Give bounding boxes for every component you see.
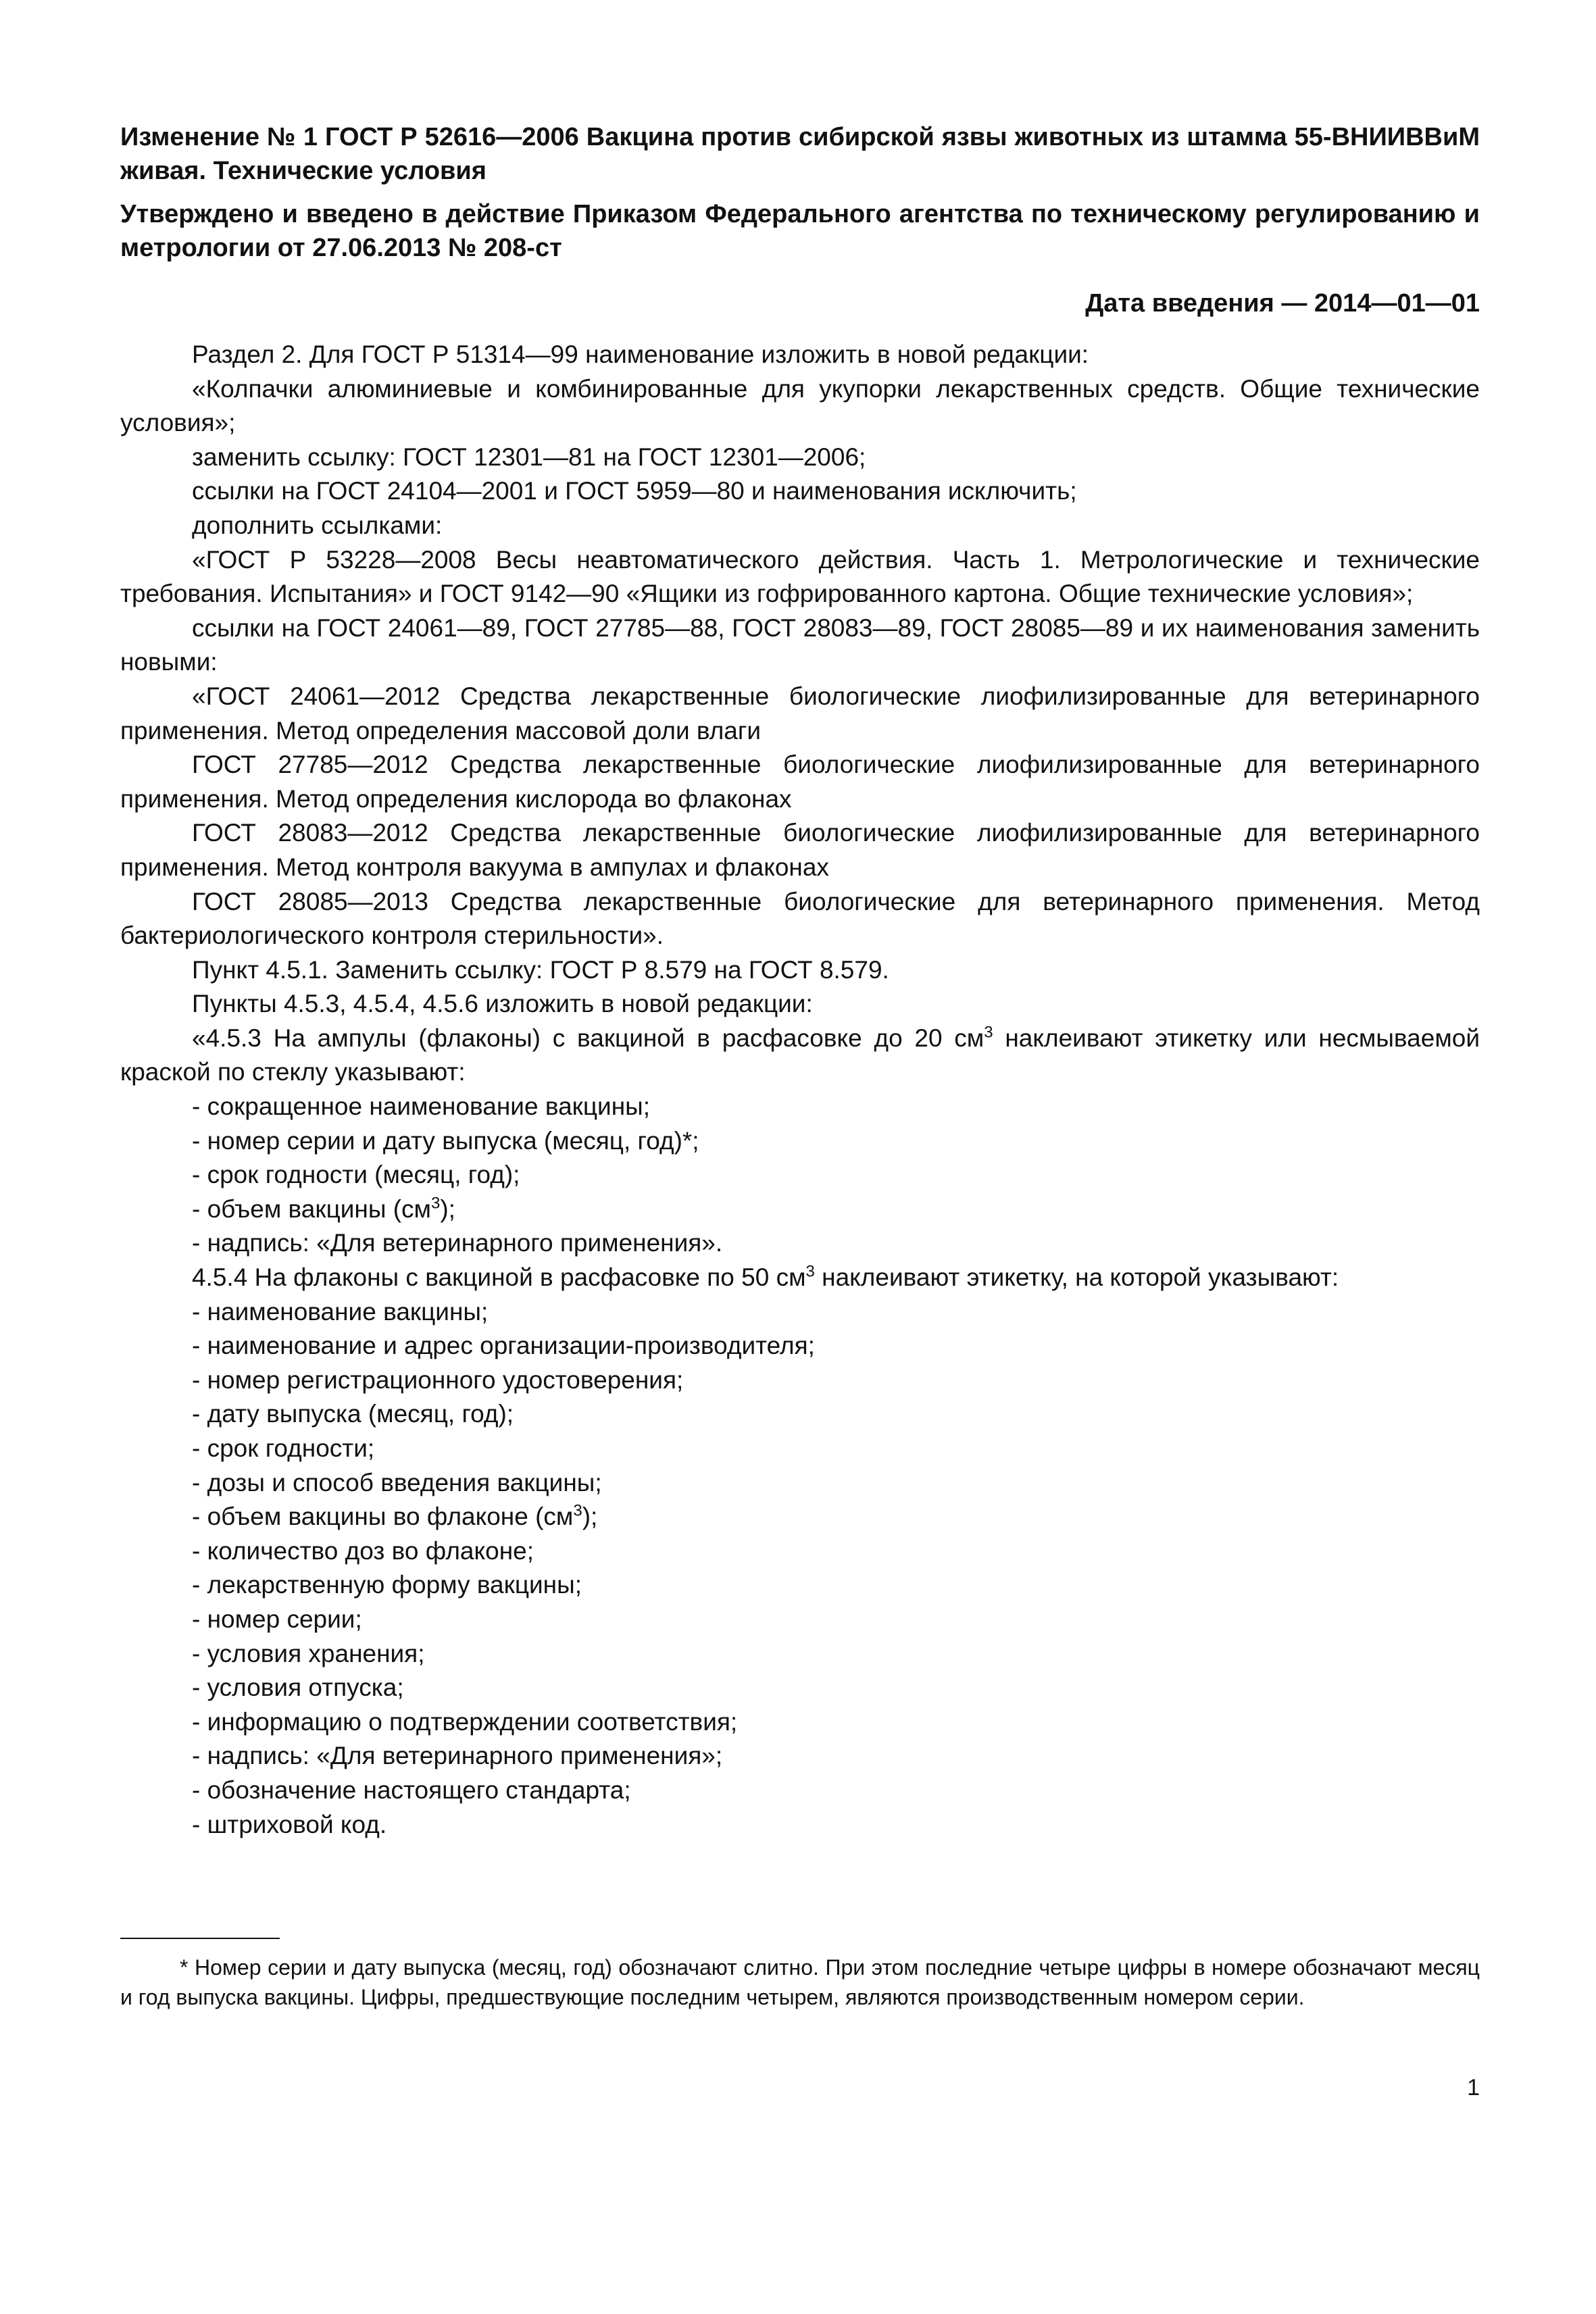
paragraph: ссылки на ГОСТ 24061—89, ГОСТ 27785—88, ГОСТ 28083—89, ГОСТ 28085—89 и их наименования заменить новыми: <box>120 613 1480 676</box>
list-item: - сокращенное наименование вакцины; <box>192 1092 650 1121</box>
list-item: - наименование вакцины; <box>192 1297 489 1326</box>
paragraph: заменить ссылку: ГОСТ 12301—81 на ГОСТ 12301—2006; <box>192 443 866 471</box>
paragraph: Пункт 4.5.1. Заменить ссылку: ГОСТ Р 8.579 на ГОСТ 8.579. <box>192 955 889 984</box>
paragraph: Пункты 4.5.3, 4.5.4, 4.5.6 изложить в новой редакции: <box>192 990 813 1018</box>
paragraph: «ГОСТ 24061—2012 Средства лекарственные биологические лиофилизированные для ветеринарного применения. Метод определения массовой доли влаги <box>120 682 1480 745</box>
list-item: - дату выпуска (месяц, год); <box>192 1400 514 1428</box>
paragraph: ГОСТ 28085—2013 Средства лекарственные биологические для ветеринарного применения. Метод бактериологического контроля стерильности». <box>120 887 1480 950</box>
approval-statement: Утверждено и введено в действие Приказом Федерального агентства по техническому регулированию и метрологии от 27.06.2013 № 208-ст <box>120 200 1480 262</box>
footnote-divider <box>120 1938 280 1939</box>
clause-4-5-4: 4.5.4 На флаконы с вакциной в расфасовке по 50 $см^3$ наклеивают этикетку, на которой указывают: <box>192 1262 1339 1292</box>
list-item: - надпись: «Для ветеринарного применения»; <box>192 1742 723 1770</box>
list-item: - надпись: «Для ветеринарного применения». <box>192 1229 723 1257</box>
list-item: - номер серии; <box>192 1605 362 1633</box>
footnote: * Номер серии и дату выпуска (месяц, год) обозначают слитно. При этом последние четыре цифры в номере обозначают месяц и год выпуска вакцины. Цифры, предшествующие последним четырем, являются производственным номером серии. <box>120 1955 1480 2009</box>
list-item: - дозы и способ введения вакцины; <box>192 1468 602 1496</box>
list-item: - объем вакцины во флаконе $(см^3)$; <box>192 1501 598 1531</box>
paragraph: ссылки на ГОСТ 24104—2001 и ГОСТ 5959—80 и наименования исключить; <box>192 477 1077 505</box>
document-body <box>120 338 1480 1842</box>
list-item: - номер серии и дату выпуска (месяц, год)*; <box>192 1126 699 1155</box>
amendment-title: Изменение № 1 ГОСТ Р 52616—2006 Вакцина против сибирской язвы животных из штамма 55-ВНИИВВиМ живая. Технические условия <box>120 123 1480 185</box>
page-number: 1 <box>1467 2075 1480 2101</box>
list-item: - количество доз во флаконе; <box>192 1536 534 1565</box>
paragraph: «Колпачки алюминиевые и комбинированные для укупорки лекарственных средств. Общие технические условия»; <box>120 374 1480 437</box>
list-item: - лекарственную форму вакцины; <box>192 1571 582 1599</box>
list-item: - обозначение настоящего стандарта; <box>192 1776 631 1804</box>
list-item: - условия отпуска; <box>192 1674 404 1702</box>
list-item: - наименование и адрес организации-производителя; <box>192 1332 815 1360</box>
paragraph: ГОСТ 27785—2012 Средства лекарственные биологические лиофилизированные для ветеринарного применения. Метод определения кислорода во флаконах <box>120 751 1480 813</box>
document-header <box>120 120 1480 320</box>
paragraph: Раздел 2. Для ГОСТ Р 51314—99 наименование изложить в новой редакции: <box>192 341 1089 368</box>
list-item: - условия хранения; <box>192 1639 425 1667</box>
list-item: - номер регистрационного удостоверения; <box>192 1365 684 1394</box>
paragraph: дополнить ссылками: <box>192 511 443 539</box>
clause-4-5-3: «4.5.3 На ампулы (флаконы) с вакциной в расфасовке до 20 $см^3$ наклеивают этикетку или несмываемой краской по стеклу указывают: <box>120 1023 1480 1086</box>
paragraph: ГОСТ 28083—2012 Средства лекарственные биологические лиофилизированные для ветеринарного применения. Метод контроля вакуума в ампулах и флаконах <box>120 819 1480 881</box>
list-item: - объем вакцины $(см^3)$; <box>192 1194 455 1223</box>
list-item: - штриховой код. <box>192 1810 387 1838</box>
list-item: - срок годности; <box>192 1434 375 1462</box>
paragraph: «ГОСТ Р 53228—2008 Весы неавтоматического действия. Часть 1. Метрологические и технические требования. Испытания» и ГОСТ 9142—90 «Ящики из гофрированного картона. Общие технические условия»; <box>120 545 1480 608</box>
effective-date: Дата введения — 2014—01—01 <box>1085 289 1480 318</box>
list-item: - информацию о подтверждении соответствия; <box>192 1707 738 1736</box>
list-item: - срок годности (месяц, год); <box>192 1161 520 1189</box>
